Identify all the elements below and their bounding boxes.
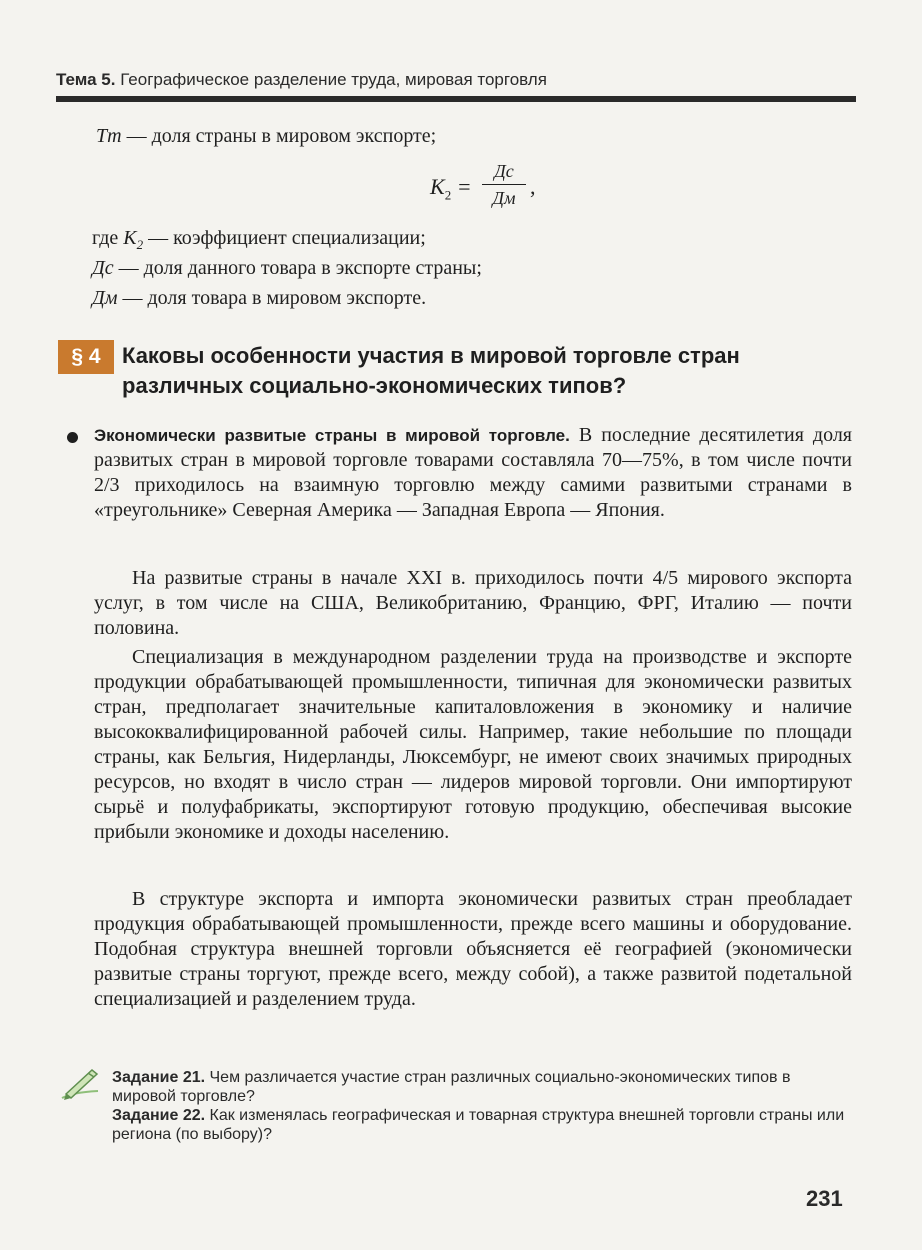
definition-ds-text: — доля данного товара в экспорте страны;	[113, 257, 482, 279]
definition-dm	[92, 286, 426, 310]
paragraph-3: Специализация в международном разделении труда на производстве и экспорте продукции обрабатывающей промышленности, типичная для экономически развитых стран, предполагает значительные капиталовложения в экономику и наличие высококвалифицированной рабочей силы. Например, такие небольшие по площади страны, как Бельгия, Нидерланды, Люксембург, не имеют своих значимых природных ресурсов, но входят в число стран — лидеров мировой торговли. Они импортируют сырьё и полуфабрикаты, экспортируют готовую продукцию, обеспечивая высокие прибыли экономике и доходы населению.	[94, 646, 852, 843]
definition-k2: где $K_2$ — коэффициент специализации;	[92, 227, 426, 252]
formula-k2	[430, 160, 590, 220]
formula-fraction	[482, 160, 526, 209]
task-21-label: Задание 21.	[112, 1069, 206, 1086]
symbol-tm: Тт	[96, 125, 122, 147]
paragraph-4: В структуре экспорта и импорта экономически развитых стран преобладает продукция обрабатывающей промышленности, прежде всего машины и оборудование. Подобная структура внешней торговли объясняется её географией (экономически развитые страны торгуют, прежде всего, между собой), а также развитой подетальной специализацией и разделением труда.	[94, 888, 852, 1010]
header-title: Географическое разделение труда, мировая торговля	[120, 70, 547, 89]
symbol-k2: $K_2$	[123, 227, 144, 252]
tasks-block	[112, 1068, 852, 1144]
section-title-line1: Каковы особенности участия в мировой торговле стран	[122, 343, 740, 368]
header-rule	[56, 96, 856, 102]
task-22-label: Задание 22.	[112, 1107, 206, 1124]
formula-numerator: Дс	[494, 161, 514, 181]
formula-lhs: $K_2$ =	[430, 174, 472, 203]
formula-comma: ,	[530, 174, 536, 199]
definition-tm	[96, 124, 436, 148]
running-header	[56, 70, 856, 90]
definition-ds	[92, 256, 482, 280]
task-22	[112, 1106, 852, 1144]
definition-tm-text: — доля страны в мировом экспорте;	[121, 125, 437, 147]
definition-dm-text: — доля товара в мировом экспорте.	[117, 287, 427, 309]
section-title-line2: различных социально-экономических типов?	[122, 373, 627, 398]
symbol-dm: Дм	[92, 287, 118, 309]
definition-k2-text: — коэффициент специализации;	[143, 227, 426, 249]
section-title	[122, 341, 852, 401]
paragraph-1-lead: Экономически развитые страны в мировой торговле.	[94, 426, 570, 445]
task-21	[112, 1068, 852, 1106]
paragraph-2: На развитые страны в начале XXI в. приходилось почти 4/5 мирового экспорта услуг, в том числе на США, Великобританию, Францию, ФРГ, Италию — почти половина.	[94, 567, 852, 639]
bullet-icon	[67, 432, 78, 443]
fraction-bar	[482, 184, 526, 185]
task-22-text: Как изменялась географическая и товарная структура внешней торговли страны или региона (по выбору)?	[112, 1107, 845, 1143]
formula-denominator: Дм	[492, 188, 516, 208]
paragraph-1: Экономически развитые страны в мировой торговле. В последние десятилетия доля развитых стран в мировой торговле товарами составляла 70—75%, в том числе почти 2/3 приходилось на взаимную торговлю между самими развитыми странами в «треугольнике» Северная Америка — Западная Европа — Япония.	[94, 424, 852, 521]
symbol-ds: Дс	[92, 257, 114, 279]
section-badge: § 4	[58, 340, 114, 374]
fraction-2-3: 2/3	[94, 474, 120, 496]
task-21-text: Чем различается участие стран различных социально-экономических типов в мировой торговле?	[112, 1069, 791, 1105]
header-topic: Тема 5.	[56, 70, 116, 89]
page-number: 231	[806, 1186, 843, 1211]
pen-icon	[58, 1064, 104, 1104]
fraction-4-5: 4/5	[652, 567, 679, 589]
